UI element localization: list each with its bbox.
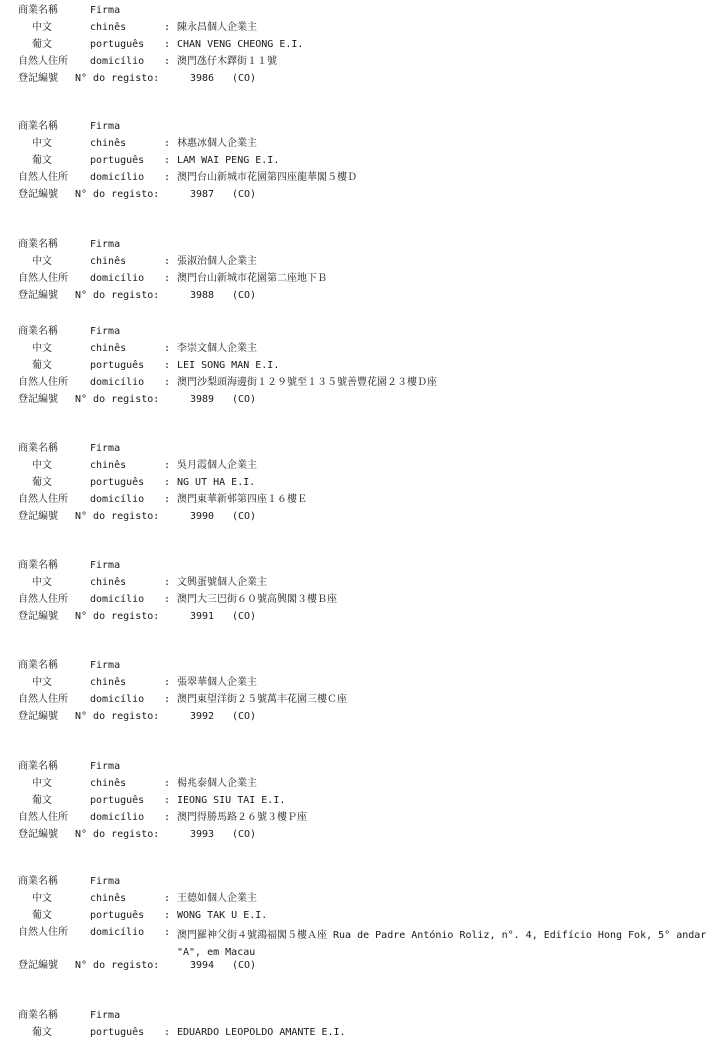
registry-number-value: 3988 — [190, 289, 215, 301]
separator: : — [164, 255, 171, 267]
registry-label-zh: 登記編號 — [18, 960, 58, 972]
chinese-name-row — [0, 678, 726, 695]
chinese-name-value: 楊兆泰個人企業主 — [177, 777, 257, 789]
registry-number-value: 3994 — [190, 960, 215, 972]
chinese-label-pt: chinês — [90, 21, 127, 33]
registry-label-zh: 登記編號 — [18, 610, 58, 622]
firm-label-zh: 商業名稱 — [18, 560, 58, 571]
firm-row — [0, 444, 726, 461]
chinese-label-pt: chinês — [90, 676, 127, 688]
registry-label-pt: N° do registo: — [75, 72, 160, 84]
chinese-label-zh: 中文 — [32, 892, 52, 904]
firm-row — [0, 240, 726, 257]
chinese-label-pt: chinês — [90, 342, 127, 354]
domicile-row — [0, 57, 726, 74]
portuguese-label-zh: 葡文 — [32, 38, 52, 50]
firm-label-pt: Firma — [90, 5, 121, 16]
portuguese-label-pt: português — [90, 154, 145, 166]
registry-entry — [0, 6, 726, 90]
separator: : — [164, 593, 171, 605]
registry-code-value: (CO) — [232, 960, 257, 972]
registry-label-zh: 登記編號 — [18, 188, 58, 200]
chinese-label-pt: chinês — [90, 255, 127, 267]
firm-row — [0, 762, 726, 779]
registry-entry — [0, 561, 726, 629]
firm-row — [0, 661, 726, 678]
registry-entry — [0, 762, 726, 846]
registry-label-pt: N° do registo: — [75, 828, 160, 840]
separator: : — [164, 693, 171, 705]
portuguese-name-row — [0, 1028, 726, 1045]
registry-code-value: (CO) — [232, 828, 257, 840]
chinese-label-pt: chinês — [90, 777, 127, 789]
portuguese-label-zh: 葡文 — [32, 909, 52, 921]
domicile-value: 澳門沙梨頭海邊街１２９號至１３５號善豐花園２３樓Ｄ座 — [177, 376, 437, 388]
portuguese-label-pt: português — [90, 38, 145, 50]
domicile-value: 澳門東望洋街２５號萬丰花園三樓Ｃ座 — [177, 693, 347, 705]
portuguese-label-pt: português — [90, 794, 145, 806]
firm-label-zh: 商業名稱 — [18, 443, 58, 454]
separator: : — [164, 171, 171, 183]
domicile-value: 澳門得勝馬路２６號３樓Ｐ座 — [177, 811, 307, 823]
registry-label-pt: N° do registo: — [75, 710, 160, 722]
registry-entry — [0, 327, 726, 411]
registry-number-row — [0, 961, 726, 978]
firm-row — [0, 877, 726, 894]
domicile-row — [0, 173, 726, 190]
domicile-value: 澳門大三巴街６０號高興閣３樓Ｂ座 — [177, 593, 337, 605]
domicile-row — [0, 595, 726, 612]
chinese-label-zh: 中文 — [32, 777, 52, 789]
domicile-value: 澳門羅神父街４號鴻福閣５樓Ａ座 Rua de Padre António Roliz, n°. 4, Edifício Hong Fok, 5° andar "A", em Macau — [177, 929, 707, 958]
separator: : — [164, 811, 171, 823]
separator: : — [164, 493, 171, 505]
firm-label-zh: 商業名稱 — [18, 121, 58, 132]
chinese-name-row — [0, 578, 726, 595]
portuguese-name-value: LAM WAI PENG E.I. — [177, 154, 280, 166]
registry-entry — [0, 240, 726, 308]
chinese-name-value: 張翠華個人企業主 — [177, 676, 257, 688]
chinese-label-zh: 中文 — [32, 676, 52, 688]
firm-row — [0, 122, 726, 139]
domicile-row — [0, 928, 726, 962]
firm-row — [0, 6, 726, 23]
separator: : — [164, 777, 171, 789]
domicile-label-zh: 自然人住所 — [18, 593, 68, 605]
chinese-name-value: 李崇文個人企業主 — [177, 342, 257, 354]
registry-number-value: 3990 — [190, 510, 215, 522]
chinese-name-row — [0, 344, 726, 361]
portuguese-name-row — [0, 478, 726, 495]
domicile-value: 澳門台山新城市花園第二座地下Ｂ — [177, 272, 327, 284]
firm-label-zh: 商業名稱 — [18, 876, 58, 887]
domicile-label-zh: 自然人住所 — [18, 171, 68, 183]
registry-label-pt: N° do registo: — [75, 188, 160, 200]
registry-entry — [0, 1011, 726, 1045]
chinese-label-pt: chinês — [90, 459, 127, 471]
firm-label-pt: Firma — [90, 121, 121, 132]
separator: : — [164, 476, 171, 488]
registry-code-value: (CO) — [232, 710, 257, 722]
portuguese-name-value: EDUARDO LEOPOLDO AMANTE E.I. — [177, 1026, 346, 1038]
firm-label-pt: Firma — [90, 876, 121, 887]
firm-label-zh: 商業名稱 — [18, 239, 58, 250]
chinese-name-value: 吳月霞個人企業主 — [177, 459, 257, 471]
chinese-label-zh: 中文 — [32, 576, 52, 588]
firm-label-zh: 商業名稱 — [18, 326, 58, 337]
chinese-name-row — [0, 257, 726, 274]
portuguese-label-zh: 葡文 — [32, 476, 52, 488]
separator: : — [164, 21, 171, 33]
firm-label-pt: Firma — [90, 239, 121, 250]
separator: : — [164, 909, 171, 921]
separator: : — [164, 376, 171, 388]
registry-number-row — [0, 190, 726, 207]
chinese-label-pt: chinês — [90, 892, 127, 904]
firm-row — [0, 561, 726, 578]
portuguese-name-row — [0, 796, 726, 813]
registry-label-zh: 登記編號 — [18, 510, 58, 522]
registry-label-zh: 登記編號 — [18, 393, 58, 405]
domicile-label-pt: domicílio — [90, 926, 145, 938]
separator: : — [164, 55, 171, 67]
registry-number-value: 3987 — [190, 188, 215, 200]
registry-code-value: (CO) — [232, 510, 257, 522]
portuguese-name-row — [0, 40, 726, 57]
chinese-label-zh: 中文 — [32, 459, 52, 471]
chinese-name-value: 陳永昌個人企業主 — [177, 21, 257, 33]
separator: : — [164, 359, 171, 371]
firm-label-pt: Firma — [90, 1010, 121, 1021]
domicile-row — [0, 813, 726, 830]
domicile-label-zh: 自然人住所 — [18, 55, 68, 67]
firm-label-zh: 商業名稱 — [18, 761, 58, 772]
chinese-label-zh: 中文 — [32, 137, 52, 149]
separator: : — [164, 1026, 171, 1038]
chinese-name-row — [0, 461, 726, 478]
domicile-label-zh: 自然人住所 — [18, 376, 68, 388]
registry-number-row — [0, 512, 726, 529]
chinese-name-value: 王德如個人企業主 — [177, 892, 257, 904]
registry-entry — [0, 661, 726, 729]
separator: : — [164, 892, 171, 904]
firm-label-pt: Firma — [90, 761, 121, 772]
portuguese-label-zh: 葡文 — [32, 1026, 52, 1038]
domicile-row — [0, 495, 726, 512]
domicile-value: 澳門氹仔木鐸街１１號 — [177, 55, 277, 67]
chinese-name-value: 文興蛋號個人企業主 — [177, 576, 267, 588]
chinese-name-value: 張淑治個人企業主 — [177, 255, 257, 267]
domicile-row — [0, 274, 726, 291]
portuguese-name-value: WONG TAK U E.I. — [177, 909, 268, 921]
chinese-label-zh: 中文 — [32, 21, 52, 33]
registry-label-pt: N° do registo: — [75, 510, 160, 522]
registry-entry — [0, 877, 726, 978]
separator: : — [164, 459, 171, 471]
registry-label-zh: 登記編號 — [18, 710, 58, 722]
domicile-label-pt: domicílio — [90, 171, 145, 183]
domicile-value: 澳門台山新城市花園第四座龍華閣５樓Ｄ — [177, 171, 357, 183]
chinese-name-row — [0, 779, 726, 796]
portuguese-name-value: IEONG SIU TAI E.I. — [177, 794, 286, 806]
portuguese-label-pt: português — [90, 909, 145, 921]
portuguese-name-row — [0, 361, 726, 378]
firm-label-zh: 商業名稱 — [18, 5, 58, 16]
domicile-label-zh: 自然人住所 — [18, 811, 68, 823]
registry-number-value: 3991 — [190, 610, 215, 622]
registry-label-pt: N° do registo: — [75, 289, 160, 301]
registry-number-value: 3986 — [190, 72, 215, 84]
separator: : — [164, 154, 171, 166]
portuguese-name-row — [0, 911, 726, 928]
separator: : — [164, 926, 171, 938]
domicile-label-pt: domicílio — [90, 55, 145, 67]
firm-label-pt: Firma — [90, 326, 121, 337]
registry-number-row — [0, 830, 726, 847]
portuguese-name-value: LEI SONG MAN E.I. — [177, 359, 280, 371]
firm-label-zh: 商業名稱 — [18, 660, 58, 671]
chinese-label-pt: chinês — [90, 137, 127, 149]
firm-label-pt: Firma — [90, 660, 121, 671]
separator: : — [164, 342, 171, 354]
portuguese-name-value: CHAN VENG CHEONG E.I. — [177, 38, 304, 50]
separator: : — [164, 676, 171, 688]
registry-label-zh: 登記編號 — [18, 289, 58, 301]
portuguese-label-zh: 葡文 — [32, 359, 52, 371]
separator: : — [164, 38, 171, 50]
portuguese-name-value: NG UT HA E.I. — [177, 476, 256, 488]
registry-code-value: (CO) — [232, 188, 257, 200]
firm-label-zh: 商業名稱 — [18, 1010, 58, 1021]
chinese-label-zh: 中文 — [32, 255, 52, 267]
registry-code-value: (CO) — [232, 289, 257, 301]
domicile-label-pt: domicílio — [90, 593, 145, 605]
chinese-name-row — [0, 139, 726, 156]
registry-number-row — [0, 74, 726, 91]
chinese-label-pt: chinês — [90, 576, 127, 588]
separator: : — [164, 794, 171, 806]
domicile-label-zh: 自然人住所 — [18, 693, 68, 705]
chinese-label-zh: 中文 — [32, 342, 52, 354]
portuguese-label-pt: português — [90, 1026, 145, 1038]
firm-row — [0, 1011, 726, 1028]
separator: : — [164, 576, 171, 588]
domicile-label-pt: domicílio — [90, 493, 145, 505]
domicile-label-zh: 自然人住所 — [18, 272, 68, 284]
registry-number-value: 3989 — [190, 393, 215, 405]
domicile-row — [0, 378, 726, 395]
registry-label-pt: N° do registo: — [75, 393, 160, 405]
registry-number-row — [0, 612, 726, 629]
registry-number-row — [0, 291, 726, 308]
registry-label-zh: 登記編號 — [18, 828, 58, 840]
domicile-label-pt: domicílio — [90, 811, 145, 823]
portuguese-label-zh: 葡文 — [32, 794, 52, 806]
portuguese-name-row — [0, 156, 726, 173]
registry-label-pt: N° do registo: — [75, 960, 160, 972]
portuguese-label-zh: 葡文 — [32, 154, 52, 166]
domicile-label-pt: domicílio — [90, 693, 145, 705]
domicile-label-zh: 自然人住所 — [18, 493, 68, 505]
registry-number-row — [0, 712, 726, 729]
portuguese-label-pt: português — [90, 359, 145, 371]
registry-number-value: 3993 — [190, 828, 215, 840]
chinese-name-row — [0, 894, 726, 911]
registry-label-pt: N° do registo: — [75, 610, 160, 622]
domicile-label-pt: domicílio — [90, 376, 145, 388]
registry-label-zh: 登記編號 — [18, 72, 58, 84]
domicile-row — [0, 695, 726, 712]
domicile-label-zh: 自然人住所 — [18, 926, 68, 938]
separator: : — [164, 137, 171, 149]
chinese-name-value: 林惠冰個人企業主 — [177, 137, 257, 149]
registry-code-value: (CO) — [232, 393, 257, 405]
firm-row — [0, 327, 726, 344]
registry-code-value: (CO) — [232, 610, 257, 622]
portuguese-label-pt: português — [90, 476, 145, 488]
registry-number-row — [0, 395, 726, 412]
firm-label-pt: Firma — [90, 560, 121, 571]
registry-code-value: (CO) — [232, 72, 257, 84]
domicile-label-pt: domicílio — [90, 272, 145, 284]
domicile-value: 澳門東華新邨第四座１６樓Ｅ — [177, 493, 307, 505]
separator: : — [164, 272, 171, 284]
registry-number-value: 3992 — [190, 710, 215, 722]
chinese-name-row — [0, 23, 726, 40]
registry-entry — [0, 122, 726, 206]
registry-entry — [0, 444, 726, 528]
firm-label-pt: Firma — [90, 443, 121, 454]
